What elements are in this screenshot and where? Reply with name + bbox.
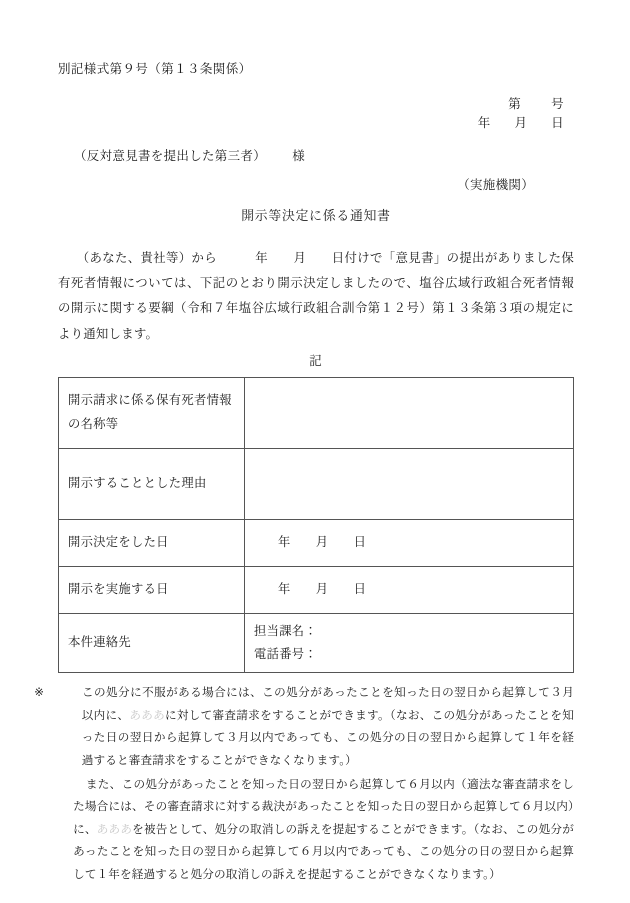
row-value-contact[interactable]: [245, 614, 574, 673]
issuing-agency: （実施機関）: [457, 177, 534, 192]
contact-phone-label: 電話番号：: [254, 647, 317, 662]
document-number-label: 第: [508, 96, 522, 111]
table-row: [59, 614, 574, 673]
row-value-decision-date[interactable]: [245, 520, 574, 567]
footnote-lawsuit-notice: [58, 774, 574, 887]
footnote-lawsuit-part2: を被告として、処分の取消しの訴えを提起することができます。（なお、この処分があったことを知った日の翌日から起算して６月以内であっても、この処分の日の翌日から起算して１年を経過すると処分の取消しの訴えを提起することができなくなります。）: [73, 822, 574, 881]
table-row: [59, 378, 574, 449]
page-title: 開示等決定に係る通知書: [241, 208, 391, 223]
footnotes: [34, 682, 574, 886]
form-number: 別記様式第９号（第１３条関係）: [58, 62, 252, 76]
document-sheet: [34, 60, 574, 887]
date-month-label: 月: [514, 116, 528, 131]
addressee-line: [58, 146, 574, 164]
row-value-disclosure-reason[interactable]: [245, 449, 574, 520]
row-label-contact: 本件連絡先: [59, 614, 245, 673]
note-mark: ※: [34, 686, 45, 700]
contact-department-label: 担当課名：: [254, 624, 317, 639]
footnote-lawsuit-placeholder: あああ: [96, 822, 133, 836]
footnote-appeal-part1: この処分に不服がある場合には、この処分があったことを知った日の翌日から起算して３月以内に、: [81, 686, 574, 722]
table-row: [59, 567, 574, 614]
decision-date-placeholder: 年 月 日: [278, 535, 367, 550]
table-row: [59, 520, 574, 567]
row-label-information-name: 開示請求に係る保有死者情報の名称等: [59, 378, 245, 449]
kiji-marker: 記: [309, 354, 323, 369]
addressee-text: （反対意見書を提出した第三者）: [74, 148, 267, 163]
footnote-appeal-notice: [34, 682, 574, 772]
table-row: [59, 449, 574, 520]
body-paragraph: [58, 246, 574, 348]
notification-table: [58, 377, 574, 673]
row-value-implementation-date[interactable]: [245, 567, 574, 614]
document-date-line: [58, 114, 574, 133]
document-number-line: [58, 95, 574, 114]
body-paragraph-text: （あなた、貴社等）から 年 月 日付けで「意見書」の提出がありました保有死者情報については、下記のとおり開示決定しましたので、塩谷広域行政組合死者情報の開示に関する要綱（令和７年塩谷広域行政組合訓令第１２号）第１３条第３項の規定により通知します。: [58, 250, 574, 341]
footnote-appeal-part2: に対して審査請求をすることができます。（なお、この処分があったことを知った日の翌日から起算して３月以内であっても、この処分の日の翌日から起算して１年を経過すると審査請求をすることができなくなります。）: [81, 708, 574, 767]
date-year-label: 年: [477, 116, 491, 131]
row-label-implementation-date: 開示を実施する日: [59, 567, 245, 614]
date-day-label: 日: [551, 116, 564, 131]
footnote-lawsuit-part1: また、この処分があったことを知った日の翌日から起算して６月以内（適法な審査請求をした場合には、その審査請求に対する裁決があったことを知った日の翌日から起算して６月以内）に、: [73, 777, 574, 836]
addressee-honorific: 様: [292, 148, 306, 163]
footnote-appeal-placeholder: あああ: [129, 708, 165, 722]
row-label-decision-date: 開示決定をした日: [59, 520, 245, 567]
row-label-disclosure-reason: 開示することとした理由: [59, 449, 245, 520]
row-value-information-name[interactable]: [245, 378, 574, 449]
document-number-suffix: 号: [551, 96, 564, 111]
implementation-date-placeholder: 年 月 日: [278, 582, 367, 597]
